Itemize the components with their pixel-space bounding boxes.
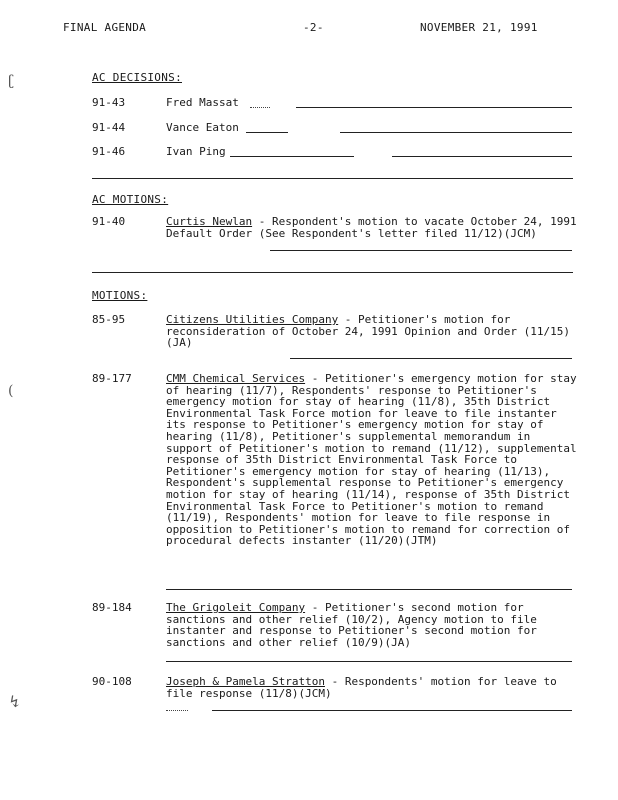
case-number: 85-95 <box>92 313 126 326</box>
margin-mark: ʗ <box>8 73 14 89</box>
motion-description: - Respondent's motion to vacate October 24, 1991 Default Order (See Respondent's letter filed 11/12)(JCM) <box>166 215 584 240</box>
motion-text <box>166 602 578 648</box>
party-name: The Grigoleit Company <box>166 601 306 614</box>
section-divider <box>92 178 573 179</box>
case-number: 89-177 <box>92 372 132 385</box>
party-name: Joseph & Pamela Stratton <box>166 675 325 688</box>
signature-line <box>270 250 572 251</box>
case-name: Vance Eaton <box>166 121 239 134</box>
motion-text <box>166 676 578 699</box>
motion-text <box>166 215 584 240</box>
signature-line <box>166 589 572 590</box>
case-number: 91-43 <box>92 96 126 109</box>
case-name: Ivan Ping <box>166 145 226 158</box>
signature-line <box>230 156 354 157</box>
signature-line <box>296 107 572 108</box>
case-number: 91-44 <box>92 121 126 134</box>
signature-line <box>166 661 572 662</box>
motion-text <box>166 314 578 349</box>
case-number: 91-46 <box>92 145 126 158</box>
header-left: FINAL AGENDA <box>63 21 147 34</box>
ac-motions-title: AC MOTIONS: <box>92 193 169 206</box>
header-page-number: -2- <box>303 21 324 34</box>
ac-decisions-title: AC DECISIONS: <box>92 71 182 84</box>
motion-description: - Respondents' motion for leave to file response (11/8)(JCM) <box>166 675 564 700</box>
dotted-line <box>166 710 188 711</box>
case-number: 90-108 <box>92 675 132 688</box>
signature-line <box>290 358 572 359</box>
motion-description: - Petitioner's second motion for sanctions and other relief (10/2), Agency motion to file instanter and response to Petitioner's second motion for sanctions and other relief (10/9)(JA) <box>166 601 544 649</box>
motion-description: - Petitioner's motion for reconsideration of October 24, 1991 Opinion and Order (11/15)(JA) <box>166 313 570 350</box>
margin-mark: ( <box>8 383 14 399</box>
party-name: Citizens Utilities Company <box>166 313 339 326</box>
signature-line <box>340 132 572 133</box>
party-name: Curtis Newlan <box>166 215 253 228</box>
signature-line <box>212 710 572 711</box>
party-name: CMM Chemical Services <box>166 372 306 385</box>
motions-title: MOTIONS: <box>92 289 148 302</box>
dotted-line <box>250 107 270 108</box>
signature-line <box>246 132 288 133</box>
motion-text <box>166 372 584 548</box>
case-name: Fred Massat <box>166 96 239 109</box>
section-divider <box>92 272 573 273</box>
signature-line <box>392 156 572 157</box>
case-number: 91-40 <box>92 215 126 228</box>
motion-description: - Petitioner's emergency motion for stay of hearing (11/7), Respondents' response to Petitioner's emergency motion for stay of hearing (11/8), 35th District Environmental Task Force motion for leave to file instanter its response to Petitioner's emergency motion for stay of hearing (11/8), Petitioner's supplemental memorandum in support of Petitioner's motion to remand (11/12), supplemental response of 35th District Environmental Task Force to Petitioner's emergency motion for stay of hearing (11/13), Respondent's supplemental response to Petitioner's emergency motion for stay of hearing (11/14), response of 35th District Environmental Task Force to Petitioner's motion to remand (11/19), Respondents' motion for leave to file response in opposition to Petitioner's motion to remand for correction of procedural defects instanter (11/20)(JTM) <box>166 372 584 548</box>
margin-mark: ↯ <box>8 692 22 711</box>
header-date: NOVEMBER 21, 1991 <box>420 21 538 34</box>
case-number: 89-184 <box>92 601 132 614</box>
